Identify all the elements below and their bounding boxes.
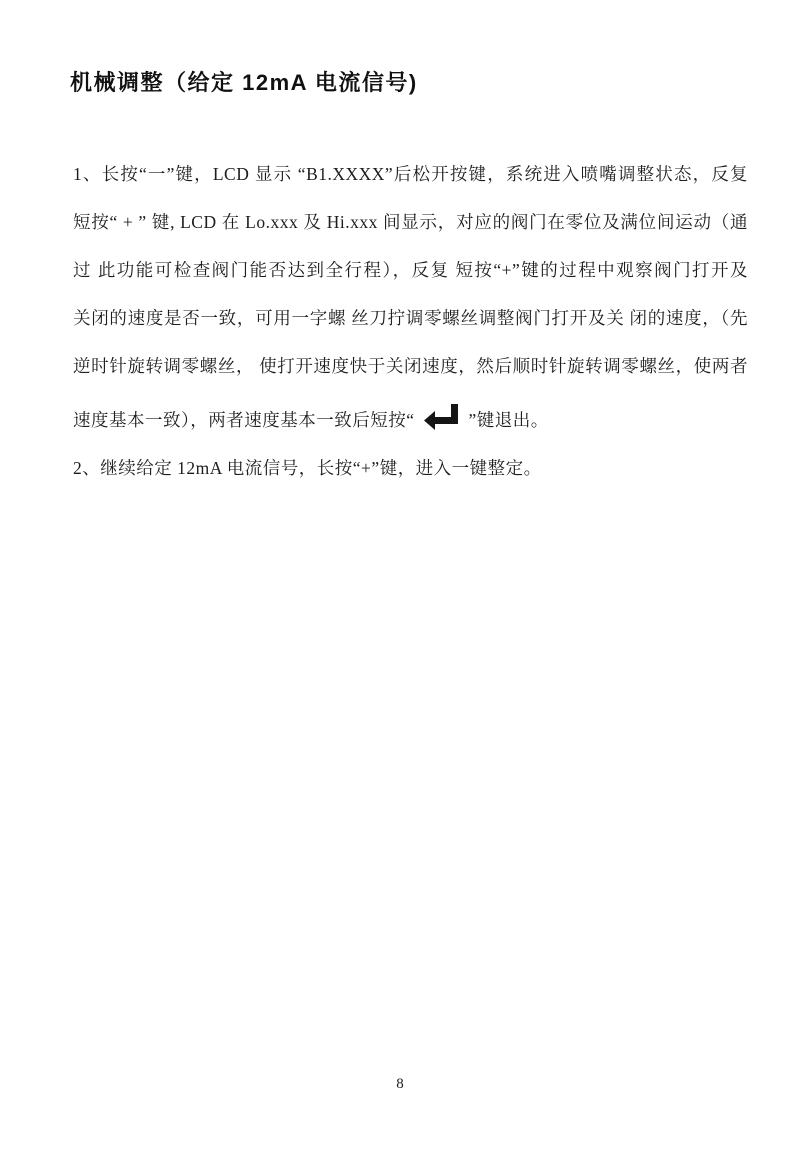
paragraph-line: 关闭的速度是否一致，可用一字螺 丝刀拧调零螺丝调整阀门打开及关 闭的速度，（先 [73, 308, 748, 328]
paragraph-line [73, 396, 748, 444]
paragraph-line: 逆时针旋转调零螺丝， 使打开速度快于关闭速度，然后顺时针旋转调零螺丝，使两者 [73, 356, 748, 376]
body-text [73, 150, 748, 492]
enter-key-icon [424, 404, 460, 430]
paragraph-line: 过 此功能可检查阀门能否达到全行程），反复 短按“+”键的过程中观察阀门打开及 [73, 260, 748, 280]
page-number: 8 [396, 1076, 404, 1092]
page-title: 机械调整（给定 12mA 电流信号) [70, 70, 418, 95]
line-text: 速度基本一致），两者速度基本一致后短按“ [73, 410, 415, 430]
line-text: ”键退出。 [468, 410, 549, 430]
paragraph-line: 2、继续给定 12mA 电流信号，长按“+”键，进入一键整定。 [73, 458, 542, 478]
paragraph-line: 短按“ + ” 键, LCD 在 Lo.xxx 及 Hi.xxx 间显示，对应的阀门在零位及满位间运动（通 [73, 212, 748, 232]
paragraph-line: 1、长按“一”键，LCD 显示 “B1.XXXX”后松开按键，系统进入喷嘴调整状态，反复 [73, 164, 748, 184]
